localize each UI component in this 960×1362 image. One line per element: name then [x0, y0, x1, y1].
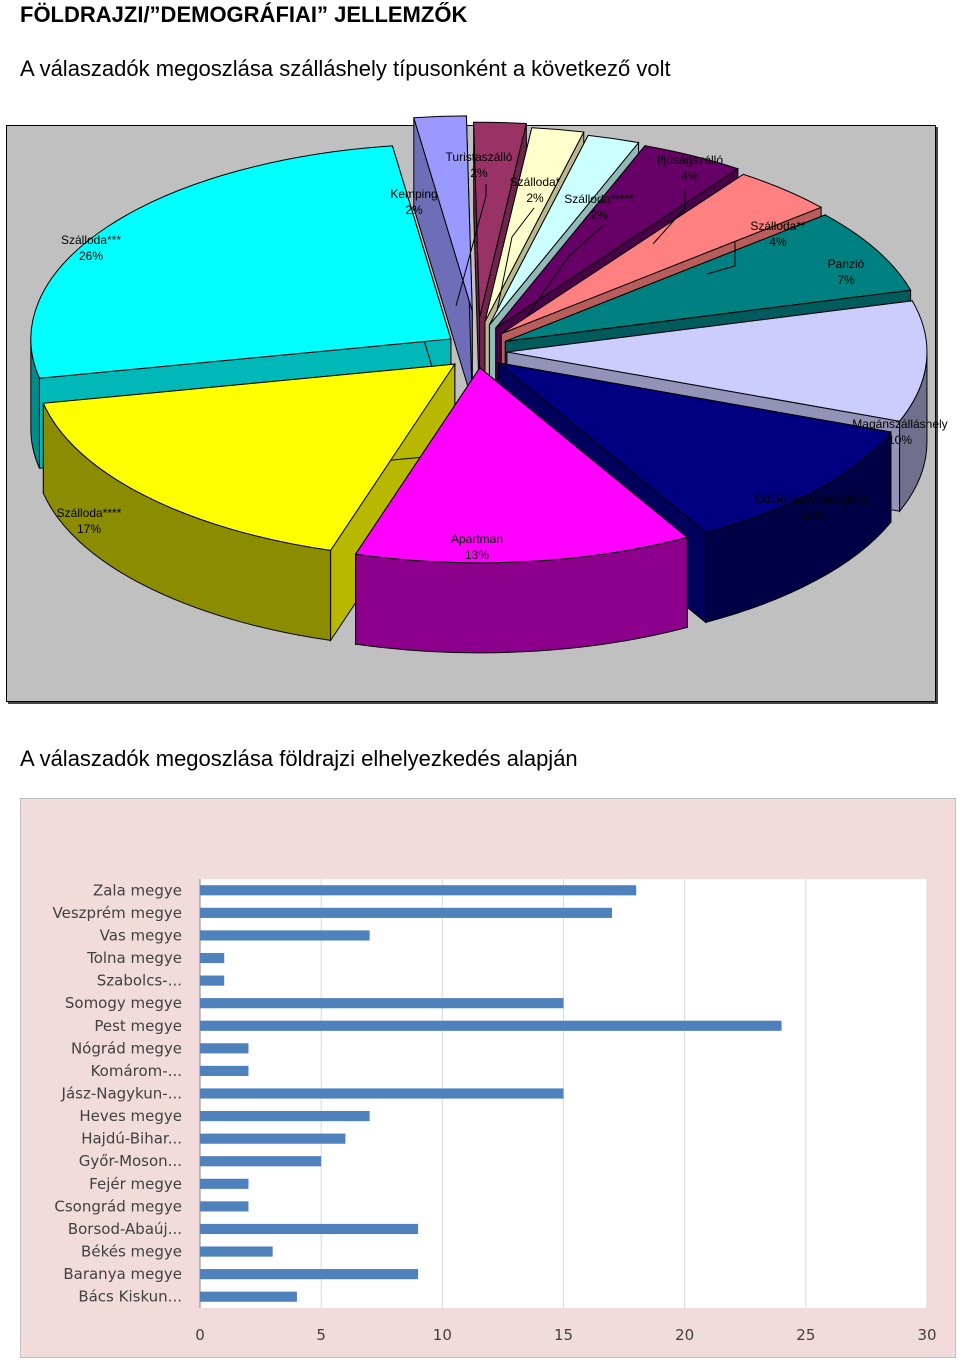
bar-x-tick-20: 20 [675, 1326, 695, 1344]
bar-pest-megye [200, 1021, 782, 1031]
bar-category-kom-rom: Komárom-... [90, 1061, 182, 1080]
bar-kom-rom [200, 1066, 248, 1076]
bar-category-vas-megye: Vas megye [99, 926, 182, 945]
bar-zala-megye [200, 885, 636, 895]
bar-x-tick-25: 25 [796, 1326, 816, 1344]
pie-pct-mag-nsz-ll-shely: 10% [887, 433, 913, 447]
bar-vas-megye [200, 930, 370, 940]
pie-label-sz-lloda: Szálloda*** [60, 233, 122, 247]
pie-pct-apartman: 13% [464, 548, 490, 562]
pie-chart-canvas [7, 126, 948, 701]
bar-section-subtitle: A válaszadók megoszlása földrajzi elhelyezkedés alapján [20, 746, 578, 771]
bar-j-sz-nagykun [200, 1088, 564, 1098]
pie-label-d-l-h-z-vend-gh-z: Üdülőház/Vendégház [754, 492, 870, 506]
bar-x-tick-15: 15 [553, 1326, 574, 1344]
pie-pct-ifj-s-gsz-ll: 4% [681, 169, 699, 183]
pie-label-panzi: Panzió [827, 257, 865, 271]
bar-category-hajd-bihar: Hajdú-Bihar... [81, 1129, 182, 1148]
bar-category-csongr-d-megye: Csongrád megye [54, 1197, 182, 1216]
bar-category-n-gr-d-megye: Nógrád megye [70, 1039, 182, 1058]
bar-x-tick-labels [195, 1326, 936, 1344]
pie-section-subtitle: A válaszadók megoszlása szálláshely típusonként a következő volt [20, 56, 671, 81]
bar-szabolcs [200, 976, 224, 986]
bar-category-heves-megye: Heves megye [79, 1107, 182, 1126]
pie-pct-kemping: 2% [405, 203, 423, 217]
bar-x-tick-0: 0 [195, 1326, 205, 1344]
bar-b-cs-kiskun [200, 1292, 297, 1302]
bar-x-tick-10: 10 [432, 1326, 452, 1344]
pie-pct-d-l-h-z-vend-gh-z: 11% [800, 508, 824, 522]
pie-pct-sz-lloda: 4% [769, 235, 787, 249]
bar-chart-canvas [21, 799, 955, 1357]
bar-category-b-k-s-megye: Békés megye [81, 1242, 182, 1261]
bar-category-borsod-aba-j: Borsod-Abaúj... [67, 1219, 182, 1238]
pie-label-sz-lloda: Szálloda**** [56, 506, 122, 520]
bar-category-baranya-megye: Baranya megye [63, 1265, 182, 1284]
pie-label-sz-lloda: Szálloda* [509, 175, 561, 189]
bar-gy-r-moson [200, 1156, 321, 1166]
bar-category-gy-r-moson: Győr-Moson... [78, 1152, 182, 1171]
bar-category-labels [53, 881, 182, 1305]
bar-fej-r-megye [200, 1179, 248, 1189]
bar-category-somogy-megye: Somogy megye [64, 994, 182, 1013]
bar-x-tick-5: 5 [316, 1326, 326, 1344]
bar-hajd-bihar [200, 1134, 345, 1144]
bar-category-veszpr-m-megye: Veszprém megye [52, 903, 182, 922]
bar-category-tolna-megye: Tolna megye [87, 949, 182, 968]
pie-label-kemping: Kemping [390, 187, 438, 201]
bar-category-j-sz-nagykun: Jász-Nagykun-... [61, 1084, 182, 1103]
bar-category-szabolcs: Szabolcs-... [96, 971, 182, 990]
pie-label-sz-lloda: Szálloda** [750, 219, 806, 233]
bar-heves-megye [200, 1111, 370, 1121]
bar-b-k-s-megye [200, 1246, 273, 1256]
bar-veszpr-m-megye [200, 908, 612, 918]
bar-csongr-d-megye [200, 1201, 248, 1211]
pie-label-apartman: Apartman [450, 532, 504, 546]
bar-category-b-cs-kiskun: Bács Kiskun... [78, 1287, 182, 1306]
pie-chart [6, 125, 948, 702]
pie-label-ifj-s-gsz-ll: Ifjúságszálló [656, 153, 724, 167]
pie-pct-sz-lloda: 2% [590, 208, 608, 222]
pie-pct-panzi: 7% [837, 273, 855, 287]
page-title: FÖLDRAJZI/”DEMOGRÁFIAI” JELLEMZŐK [20, 2, 468, 27]
pie-label-turistasz-ll: Turistaszálló [445, 150, 513, 164]
bar-category-pest-megye: Pest megye [94, 1016, 182, 1035]
bar-baranya-megye [200, 1269, 418, 1279]
pie-label-sz-lloda: Szálloda***** [564, 192, 634, 206]
bar-category-fej-r-megye: Fejér megye [89, 1174, 182, 1193]
pie-pct-sz-lloda: 17% [76, 522, 102, 536]
pie-pct-sz-lloda: 2% [526, 191, 544, 205]
pie-pct-sz-lloda: 26% [78, 249, 104, 263]
pie-label-mag-nsz-ll-shely: Magánszálláshely [852, 417, 948, 431]
pie-pct-turistasz-ll: 2% [470, 166, 488, 180]
bar-somogy-megye [200, 998, 564, 1008]
bar-category-zala-megye: Zala megye [92, 881, 182, 900]
bar-tolna-megye [200, 953, 224, 963]
bar-x-tick-30: 30 [917, 1326, 937, 1344]
bar-n-gr-d-megye [200, 1043, 248, 1053]
bar-chart [20, 798, 956, 1358]
bar-borsod-aba-j [200, 1224, 418, 1234]
